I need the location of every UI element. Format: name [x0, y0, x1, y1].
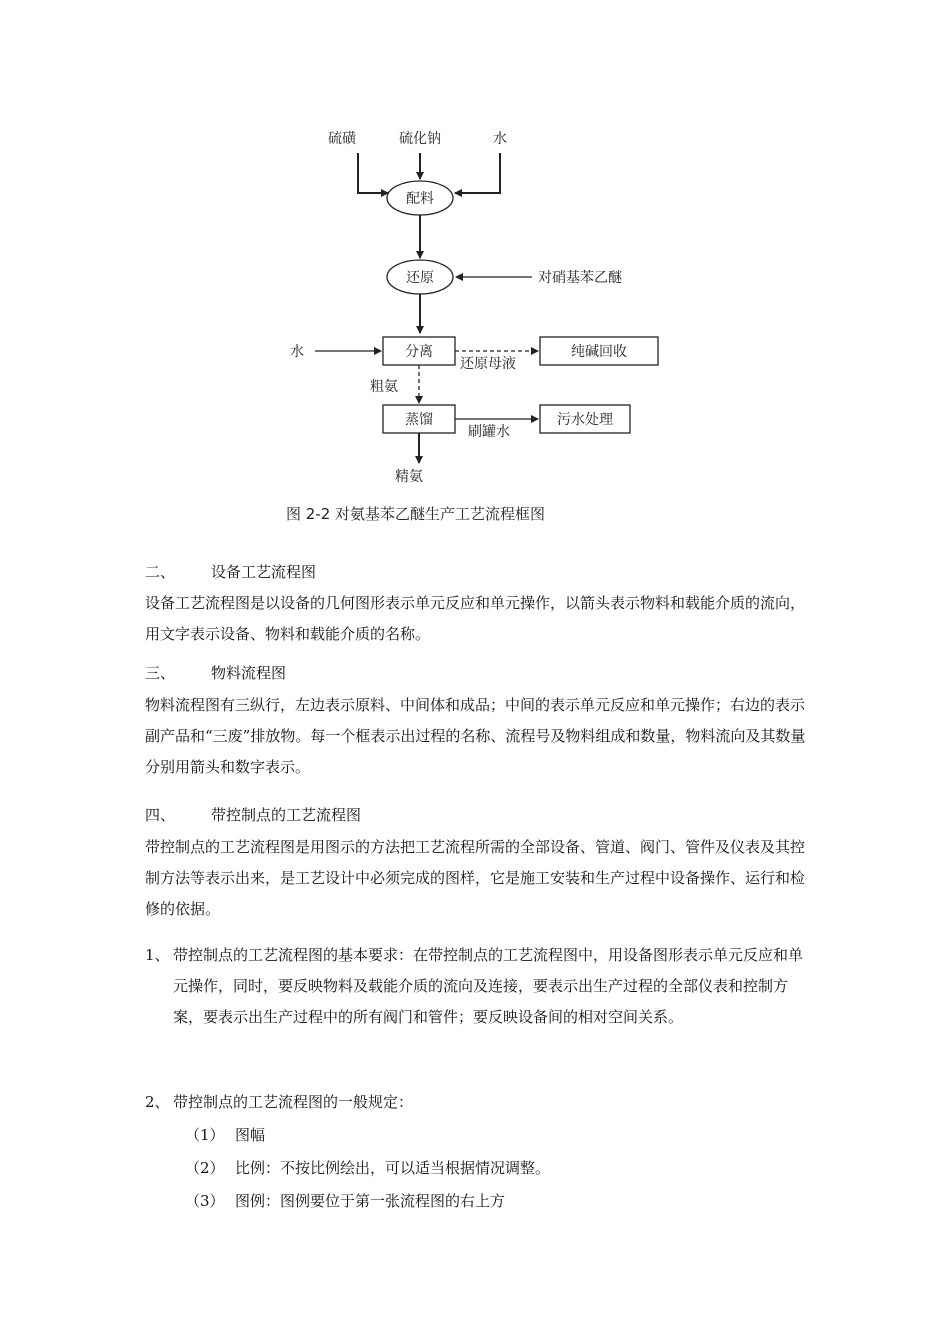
- section-number: 二、: [145, 563, 176, 581]
- list-item-text: 带控制点的工艺流程图的一般规定：: [173, 1093, 414, 1111]
- water-top-arrow: [455, 153, 500, 193]
- sub-marker: （3）: [185, 1192, 225, 1210]
- input-sulfur: 硫磺: [328, 131, 356, 147]
- paragraph-control-point-flow: 带控制点的工艺流程图是用图示的方法把工艺流程所需的全部设备、管道、阀门、管件及仪表及其控制方法等表示出来，是工艺设计中必须完成的图样，它是施工安装和生产过程中设备操作、运行和检修的依据。: [145, 838, 806, 918]
- refined-amine-label: 精氨: [395, 469, 423, 485]
- figure-caption: 图 2-2 对氨基苯乙醚生产工艺流程框图: [286, 505, 546, 523]
- sulfur-arrow: [358, 153, 388, 193]
- wastewater-label: 污水处理: [557, 412, 613, 428]
- water-left-label: 水: [290, 344, 304, 360]
- list-item-1: [145, 940, 810, 1033]
- mother-liquor-label: 还原母液: [460, 356, 516, 372]
- list-item-text: 带控制点的工艺流程图的基本要求：在带控制点的工艺流程图中，用设备图形表示单元反应和单元操作，同时，要反映物料及载能介质的流向及连接，要表示出生产过程的全部仪表和控制方案，要表示出生产过程中的所有阀门和管件；要反映设备间的相对空间关系。: [173, 946, 804, 1026]
- sub-item-text: 图例：图例要位于第一张流程图的右上方: [235, 1192, 506, 1210]
- input-water-top: 水: [493, 131, 507, 147]
- reactant-label: 对硝基苯乙醚: [538, 270, 622, 286]
- section-number: 四、: [145, 806, 176, 824]
- section-number: 三、: [145, 664, 176, 682]
- mixing-label: 配料: [406, 191, 434, 207]
- section-title: 设备工艺流程图: [211, 563, 317, 581]
- separation-label: 分离: [405, 344, 433, 360]
- wash-water-label: 刷罐水: [468, 424, 510, 440]
- crude-amine-label: 粗氨: [370, 379, 398, 395]
- section-heading-2: [145, 557, 316, 588]
- reduction-label: 还原: [406, 270, 434, 286]
- sub-marker: （1）: [185, 1126, 225, 1144]
- paragraph-material-flow: 物料流程图有三纵行，左边表示原料、中间体和成品；中间的表示单元反应和单元操作；右边的表示副产品和“三废”排放物。每一个框表示出过程的名称、流程号及物料组成和数量，物料流向及其数量分别用箭头和数字表示。: [145, 696, 806, 776]
- sub-item-1: [185, 1120, 265, 1151]
- list-item-2: [145, 1087, 810, 1118]
- sub-item-text: 比例：不按比例绘出，可以适当根据情况调整。: [235, 1159, 551, 1177]
- section-heading-4: [145, 800, 361, 831]
- section-heading-3: [145, 658, 286, 689]
- input-sodium-sulfide: 硫化钠: [399, 131, 441, 147]
- list-marker: 1、: [145, 946, 170, 964]
- sub-item-3: [185, 1186, 505, 1217]
- list-marker: 2、: [145, 1093, 170, 1111]
- section-title: 物料流程图: [211, 664, 287, 682]
- process-flow-diagram: [270, 115, 690, 530]
- soda-recovery-label: 纯碱回收: [571, 344, 627, 360]
- section-title: 带控制点的工艺流程图: [211, 806, 362, 824]
- paragraph-equipment-flow: 设备工艺流程图是以设备的几何图形表示单元反应和单元操作，以箭头表示物料和载能介质的流向，用文字表示设备、物料和载能介质的名称。: [145, 594, 806, 643]
- sub-item-text: 图幅: [235, 1126, 266, 1144]
- distillation-label: 蒸馏: [405, 412, 433, 428]
- sub-marker: （2）: [185, 1159, 225, 1177]
- sub-item-2: [185, 1153, 550, 1184]
